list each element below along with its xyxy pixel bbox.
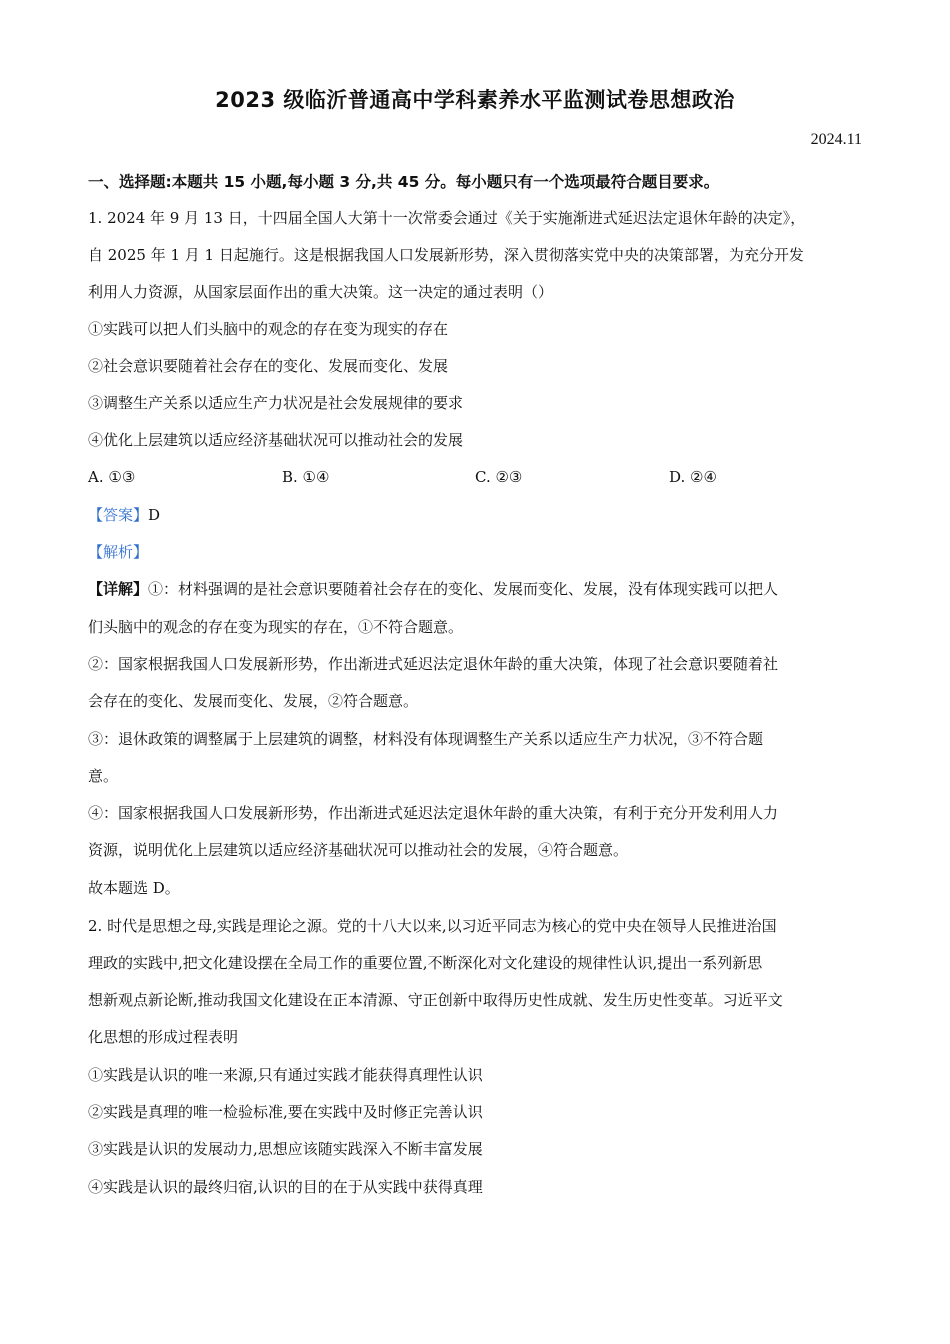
detail-text: ①：材料强调的是社会意识要随着社会存在的变化、发展而变化、发展，没有体现实践可以把人 — [148, 580, 779, 598]
q1-option-b: B. ①④ — [282, 468, 330, 486]
q1-detail-line: 资源，说明优化上层建筑以适应经济基础状况可以推动社会的发展，④符合题意。 — [88, 841, 629, 859]
q1-statement: ③调整生产关系以适应生产力状况是社会发展规律的要求 — [88, 394, 464, 412]
q2-stem-line: 想新观点新论断,推动我国文化建设在正本清源、守正创新中取得历史性成就、发生历史性变革。习近平文 — [88, 991, 783, 1009]
answer-value: D — [148, 506, 161, 524]
q1-detail-line: ④：国家根据我国人口发展新形势，作出渐进式延迟法定退休年龄的重大决策，有利于充分开发利用人力 — [88, 804, 779, 822]
q1-conclusion: 故本题选 D。 — [88, 879, 180, 897]
q1-option-c: C. ②③ — [475, 468, 523, 486]
q1-detail-line — [88, 579, 868, 599]
analysis-label: 【解析】 — [88, 543, 149, 561]
q2-stem-line: 2. 时代是思想之母,实践是理论之源。党的十八大以来,以习近平同志为核心的党中央在领导人民推进治国 — [88, 917, 777, 935]
q2-statement: ①实践是认识的唯一来源,只有通过实践才能获得真理性认识 — [88, 1066, 483, 1084]
q1-detail-line: 们头脑中的观念的存在变为现实的存在，①不符合题意。 — [88, 618, 464, 636]
q1-statement: ①实践可以把人们头脑中的观念的存在变为现实的存在 — [88, 320, 449, 338]
q1-answer — [88, 505, 868, 525]
q1-analysis — [88, 542, 868, 562]
q2-stem-line: 化思想的形成过程表明 — [88, 1028, 239, 1046]
answer-label: 【答案】 — [88, 506, 149, 524]
q1-detail-line: 意。 — [88, 767, 119, 785]
q2-statement: ④实践是认识的最终归宿,认识的目的在于从实践中获得真理 — [88, 1178, 483, 1196]
q1-statement: ②社会意识要随着社会存在的变化、发展而变化、发展 — [88, 357, 449, 375]
exam-date: 2024.11 — [810, 131, 862, 148]
q1-statement: ④优化上层建筑以适应经济基础状况可以推动社会的发展 — [88, 431, 464, 449]
q1-stem-line: 利用人力资源，从国家层面作出的重大决策。这一决定的通过表明（） — [88, 283, 554, 301]
q1-stem-line: 自 2025 年 1 月 1 日起施行。这是根据我国人口发展新形势，深入贯彻落实党中央的决策部署，为充分开发 — [88, 246, 804, 264]
q1-detail-line: ②：国家根据我国人口发展新形势，作出渐进式延迟法定退休年龄的重大决策，体现了社会意识要随着社 — [88, 655, 779, 673]
q1-stem-line: 1. 2024 年 9 月 13 日，十四届全国人大第十一次常委会通过《关于实施渐进式延迟法定退休年龄的决定》， — [88, 209, 806, 227]
detail-label: 【详解】 — [88, 580, 149, 598]
q1-detail-line: 会存在的变化、发展而变化、发展，②符合题意。 — [88, 692, 419, 710]
q2-statement: ③实践是认识的发展动力,思想应该随实践深入不断丰富发展 — [88, 1140, 483, 1158]
section-heading: 一、选择题:本题共 15 小题,每小题 3 分,共 45 分。每小题只有一个选项最符合题目要求。 — [88, 173, 720, 191]
page-title: 2023 级临沂普通高中学科素养水平监测试卷思想政治 — [215, 88, 735, 112]
q1-option-d: D. ②④ — [669, 468, 717, 486]
q2-statement: ②实践是真理的唯一检验标准,要在实践中及时修正完善认识 — [88, 1103, 483, 1121]
q1-option-a: A. ①③ — [88, 468, 136, 486]
q1-detail-line: ③：退休政策的调整属于上层建筑的调整，材料没有体现调整生产关系以适应生产力状况，③不符合题 — [88, 730, 764, 748]
q2-stem-line: 理政的实践中,把文化建设摆在全局工作的重要位置,不断深化对文化建设的规律性认识,提出一系列新思 — [88, 954, 763, 972]
